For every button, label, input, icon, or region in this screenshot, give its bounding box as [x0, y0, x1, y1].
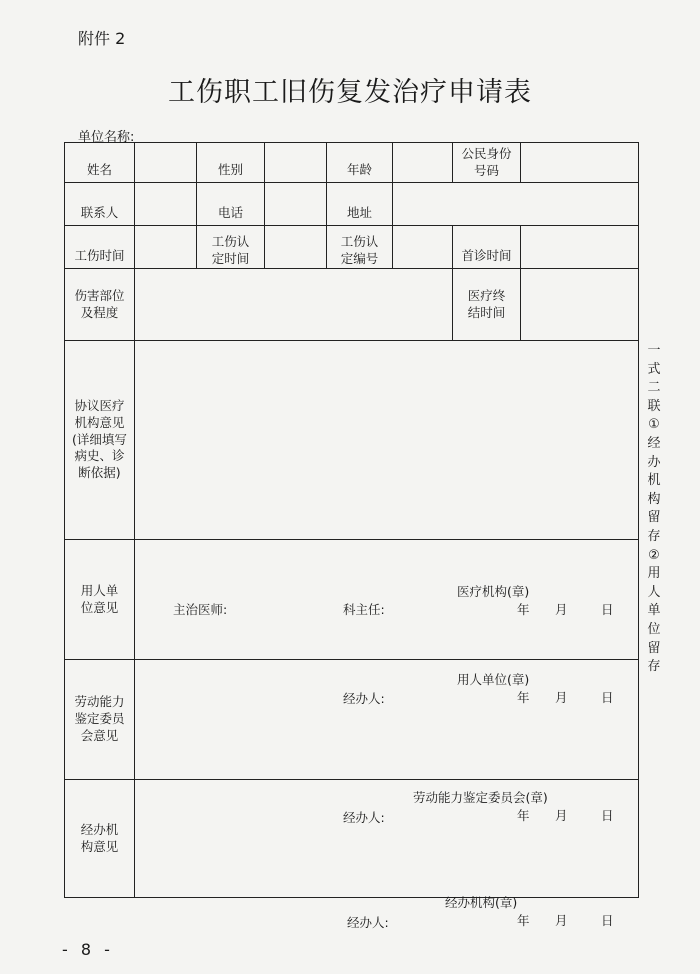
- hospital-opinion-label: 协议医疗机构意见(详细填写病史、诊断依据): [65, 341, 135, 540]
- first-visit-field[interactable]: [521, 226, 639, 269]
- injury-time-label: 工伤时间: [65, 226, 135, 269]
- hospital-day-label: 日: [601, 602, 614, 617]
- employer-month-label: 月: [555, 689, 568, 705]
- employer-handler-label: 经办人:: [343, 690, 385, 706]
- committee-month-label: 月: [555, 807, 568, 823]
- row-agency-opinion: [65, 780, 639, 898]
- gender-label: 性别: [197, 143, 265, 183]
- committee-year-label: 年: [517, 807, 530, 823]
- row-contact-info: [65, 183, 639, 226]
- row-basic-info: [65, 143, 639, 183]
- age-field[interactable]: [393, 143, 453, 183]
- employer-day-label: 日: [601, 689, 614, 705]
- committee-opinion-label: 劳动能力鉴定委员会意见: [65, 660, 135, 780]
- page-number: - 8 -: [62, 940, 114, 959]
- employer-stamp-label: 用人单位(章): [457, 671, 530, 687]
- attachment-label: 附件 2: [78, 29, 126, 48]
- row-injury-detail: [65, 269, 639, 341]
- contact-label: 联系人: [65, 183, 135, 226]
- name-field[interactable]: [135, 143, 197, 183]
- agency-day-label: 日: [601, 912, 614, 928]
- agency-month-label: 月: [555, 912, 568, 928]
- doctor-signature-label: 主治医师:: [173, 602, 228, 617]
- agency-opinion-field[interactable]: [135, 780, 639, 930]
- recognition-time-field[interactable]: [265, 226, 327, 269]
- row-committee-opinion: [65, 660, 639, 780]
- agency-year-label: 年: [517, 912, 530, 928]
- hospital-stamp-label: 医疗机构(章): [457, 584, 530, 599]
- address-field[interactable]: [393, 183, 639, 226]
- treatment-end-label: 医疗终结时间: [453, 269, 521, 341]
- employer-opinion-field[interactable]: [135, 540, 639, 706]
- committee-day-label: 日: [601, 807, 614, 823]
- age-label: 年龄: [327, 143, 393, 183]
- agency-stamp-label: 经办机构(章): [445, 894, 518, 910]
- hospital-month-label: 月: [555, 602, 568, 617]
- name-label: 姓名: [65, 143, 135, 183]
- row-injury-dates: [65, 226, 639, 269]
- committee-handler-label: 经办人:: [343, 809, 385, 825]
- copy-retention-note: 一式二联①经办机构留存②用人单位留存: [647, 343, 661, 675]
- phone-field[interactable]: [265, 183, 327, 226]
- unit-name-label: 单位名称:: [78, 130, 135, 145]
- hospital-year-label: 年: [517, 602, 530, 617]
- application-form-table: [64, 142, 639, 930]
- employer-year-label: 年: [517, 689, 530, 705]
- director-signature-label: 科主任:: [343, 602, 385, 617]
- employer-opinion-label: 用人单位意见: [65, 540, 135, 660]
- treatment-end-field[interactable]: [521, 269, 639, 341]
- committee-opinion-field[interactable]: [135, 660, 639, 825]
- first-visit-label: 首诊时间: [453, 226, 521, 269]
- row-hospital-opinion: [65, 341, 639, 540]
- row-employer-opinion: [65, 540, 639, 660]
- injury-part-label: 伤害部位及程度: [65, 269, 135, 341]
- recognition-number-label: 工伤认定编号: [327, 226, 393, 269]
- id-number-label: 公民身份号码: [453, 143, 521, 183]
- agency-handler-label: 经办人:: [347, 914, 389, 930]
- agency-opinion-label: 经办机构意见: [65, 780, 135, 898]
- injury-part-field[interactable]: [135, 269, 453, 341]
- phone-label: 电话: [197, 183, 265, 226]
- form-title: 工伤职工旧伤复发治疗申请表: [168, 77, 532, 108]
- committee-stamp-label: 劳动能力鉴定委员会(章): [413, 789, 548, 805]
- id-number-field[interactable]: [521, 143, 639, 183]
- injury-time-field[interactable]: [135, 226, 197, 269]
- recognition-time-label: 工伤认定时间: [197, 226, 265, 269]
- gender-field[interactable]: [265, 143, 327, 183]
- hospital-opinion-field[interactable]: [135, 341, 639, 617]
- contact-field[interactable]: [135, 183, 197, 226]
- recognition-number-field[interactable]: [393, 226, 453, 269]
- address-label: 地址: [327, 183, 393, 226]
